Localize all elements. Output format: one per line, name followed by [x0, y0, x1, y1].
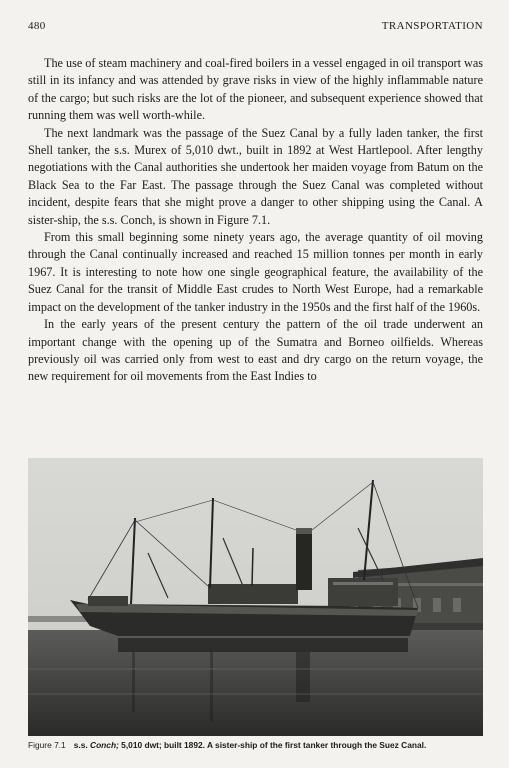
caption-text: 5,010 dwt; built 1892. A sister-ship of the first tanker through the Suez Canal.: [118, 740, 427, 750]
caption-ship-name: Conch;: [90, 740, 119, 750]
body-text: [28, 55, 483, 386]
page-number: 480: [28, 20, 46, 32]
page-header: [28, 20, 483, 32]
ship-photograph: [28, 458, 483, 736]
figure-caption: [28, 740, 498, 750]
figure-label: Figure 7.1: [28, 740, 66, 750]
paragraph: The next landmark was the passage of the Suez Canal by a fully laden tanker, the first Shell tanker, the s.s. Murex of 5,010 dwt., built in 1892 at West Hartlepool. After lengthy negotiations with the Canal authorities she undertook her maiden voyage from Batum on the Black Sea to the Far East. The passage through the Suez Canal was completed without incident, despite fears that she might prove a danger to other shipping using the Canal. A sister-ship, the s.s. Conch, is shown in Figure 7.1.: [28, 125, 483, 227]
running-section-title: TRANSPORTATION: [381, 20, 483, 32]
paragraph: In the early years of the present century the pattern of the oil trade underwent an important change with the opening up of the Sumatra and Borneo oilfields. Whereas previously oil was carried only from west to east and dry cargo on the return voyage, the new requirement for oil movements from the East Indies to: [28, 317, 483, 384]
paragraph: From this small beginning some ninety years ago, the average quantity of oil moving through the Canal continually increased and reached 15 million tonnes per month in early 1967. It is interesting to note how one single geographical feature, the availability of the Suez Canal for the transit of Middle East crudes to North West Europe, had a remarkable impact on the development of the tanker industry in the 1950s and the first half of the 1960s.: [28, 230, 483, 314]
caption-prefix: s.s.: [73, 740, 91, 750]
paragraph: The use of steam machinery and coal-fired boilers in a vessel engaged in oil transport was still in its infancy and was attended by grave risks in view of the highly inflammable nature of the cargo; but such risks are the lot of the pioneer, and subsequent experience showed that running them was well worth-while.: [28, 56, 483, 123]
